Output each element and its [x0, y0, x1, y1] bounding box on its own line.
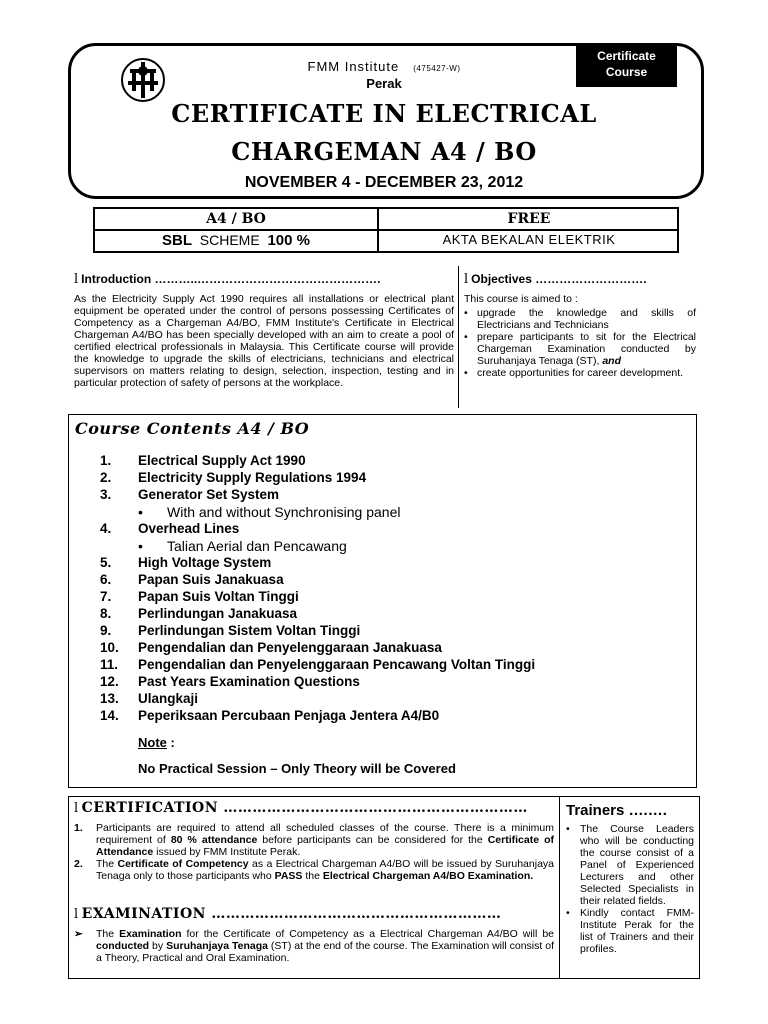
course-contents-list [100, 453, 660, 725]
list-item: 4. Overhead Lines [100, 521, 240, 536]
course-contents-title: Course Contents A4 / BO [75, 419, 310, 438]
bottom-divider [559, 796, 560, 979]
registration-number: (475427-W) [413, 64, 461, 73]
scheme-header-course: A4 / BO [206, 211, 266, 227]
trainers-list [564, 823, 694, 955]
list-item: 12. Past Years Examination Questions [100, 674, 360, 689]
list-item: 6. Papan Suis Janakuasa [100, 572, 284, 587]
objectives-heading: l Objectives ………………………. [464, 272, 647, 287]
objectives-list [464, 307, 696, 379]
scheme-table [93, 207, 679, 253]
objectives-intro: This course is aimed to : [464, 293, 578, 305]
course-type-badge: Certificate Course [576, 44, 677, 87]
arrow-icon: ➢ [74, 928, 83, 940]
introduction-heading: l Introduction ………..………………………………………. [74, 272, 381, 287]
list-item: 2. Electricity Supply Regulations 1994 [100, 470, 367, 485]
list-item: 7. Papan Suis Voltan Tinggi [100, 589, 299, 604]
course-dates: NOVEMBER 4 - DECEMBER 23, 2012 [244, 174, 524, 191]
examination-heading: l EXAMINATION …………………………………………………… [74, 906, 502, 922]
certification-item: 2. The Certificate of Competency as a Electrical Chargeman A4/BO will be issued by Suruhanjaya Tenaga only to those participants who PASS the Electrical Chargeman A4/BO Examination. [74, 858, 554, 882]
trainers-heading: Trainers ….…. [566, 802, 667, 819]
certification-item: 1. Participants are required to attend all scheduled classes of the course. There is a minimum requirement of 80 % attendance before participants can be considered for the Certificate of Attendance issued by FMM Institute Perak. [74, 822, 554, 858]
certification-list [74, 822, 554, 882]
list-subitem: • With and without Synchronising panel [138, 504, 401, 520]
institute-name: FMM Institute (475427-W) [307, 59, 461, 74]
note-text: No Practical Session – Only Theory will be Covered [138, 761, 456, 776]
examination-text: ➢ The Examination for the Certificate of Competency as a Electrical Chargeman A4/BO will be conducted by Suruhanjaya Tenaga (ST) at the end of the course. The Examination will consist of a Theory, Practical and Oral Examination. [74, 928, 555, 964]
column-divider [458, 266, 459, 408]
scheme-sbl: SBL SCHEME 100 % [161, 232, 310, 249]
institute-branch: Perak [366, 76, 402, 91]
objective-item: • create opportunities for career development. [464, 367, 696, 379]
note-label: Note : [138, 735, 175, 750]
list-item: 8. Perlindungan Janakuasa [100, 606, 298, 621]
list-item: 1. Electrical Supply Act 1990 [100, 453, 306, 468]
introduction-text: As the Electricity Supply Act 1990 requires all installations or electrical plant equipment be operated under the control of persons possessing Certificates of Competency as a Chargeman A4/BO, FMM Institute's Certificate in Electrical Chargeman A4/BO has been specially developed with an aim to create a pool of certified electrical professionals in Malaysia. This Certificate course will provide the knowledge to upgrade the skills of electricians, technicians and electrical supervisors on matters relating to design, selection, inspection, testing and in particular protection of safety of persons at the workplace. [74, 293, 454, 389]
list-item: 10. Pengendalian dan Penyelenggaraan Janakuasa [100, 640, 442, 655]
certification-heading: l CERTIFICATION ……………………………………………………… [74, 800, 528, 816]
list-item: 5. High Voltage System [100, 555, 272, 570]
list-item: 9. Perlindungan Sistem Voltan Tinggi [100, 623, 361, 638]
objective-item: • prepare participants to sit for the Electrical Chargeman Examination conducted by Suruhanjaya Tenaga (ST), and [464, 331, 696, 367]
objective-item: • upgrade the knowledge and skills of Electricians and Technicians [464, 307, 696, 331]
list-subitem: • Talian Aerial dan Pencawang [138, 538, 347, 554]
scheme-header-fee: FREE [507, 211, 551, 227]
list-item: 14. Peperiksaan Percubaan Penjaga Jentera A4/B0 [100, 708, 440, 723]
trainer-item: • Kindly contact FMM-Institute Perak for the list of Trainers and their profiles. [564, 907, 694, 955]
document-title-line2: CHARGEMAN A4 / BO [231, 137, 537, 166]
document-title-line1: CERTIFICATE IN ELECTRICAL [171, 99, 597, 128]
scheme-act: AKTA BEKALAN ELEKTRIK [442, 232, 616, 247]
list-item: 11. Pengendalian dan Penyelenggaraan Pencawang Voltan Tinggi [100, 657, 536, 672]
list-item: 13. Ulangkaji [100, 691, 199, 706]
list-item: 3. Generator Set System [100, 487, 280, 502]
trainer-item: • The Course Leaders who will be conducting the course consist of a Panel of Experienced Lecturers and other Selected Specialists in their related fields. [564, 823, 694, 907]
